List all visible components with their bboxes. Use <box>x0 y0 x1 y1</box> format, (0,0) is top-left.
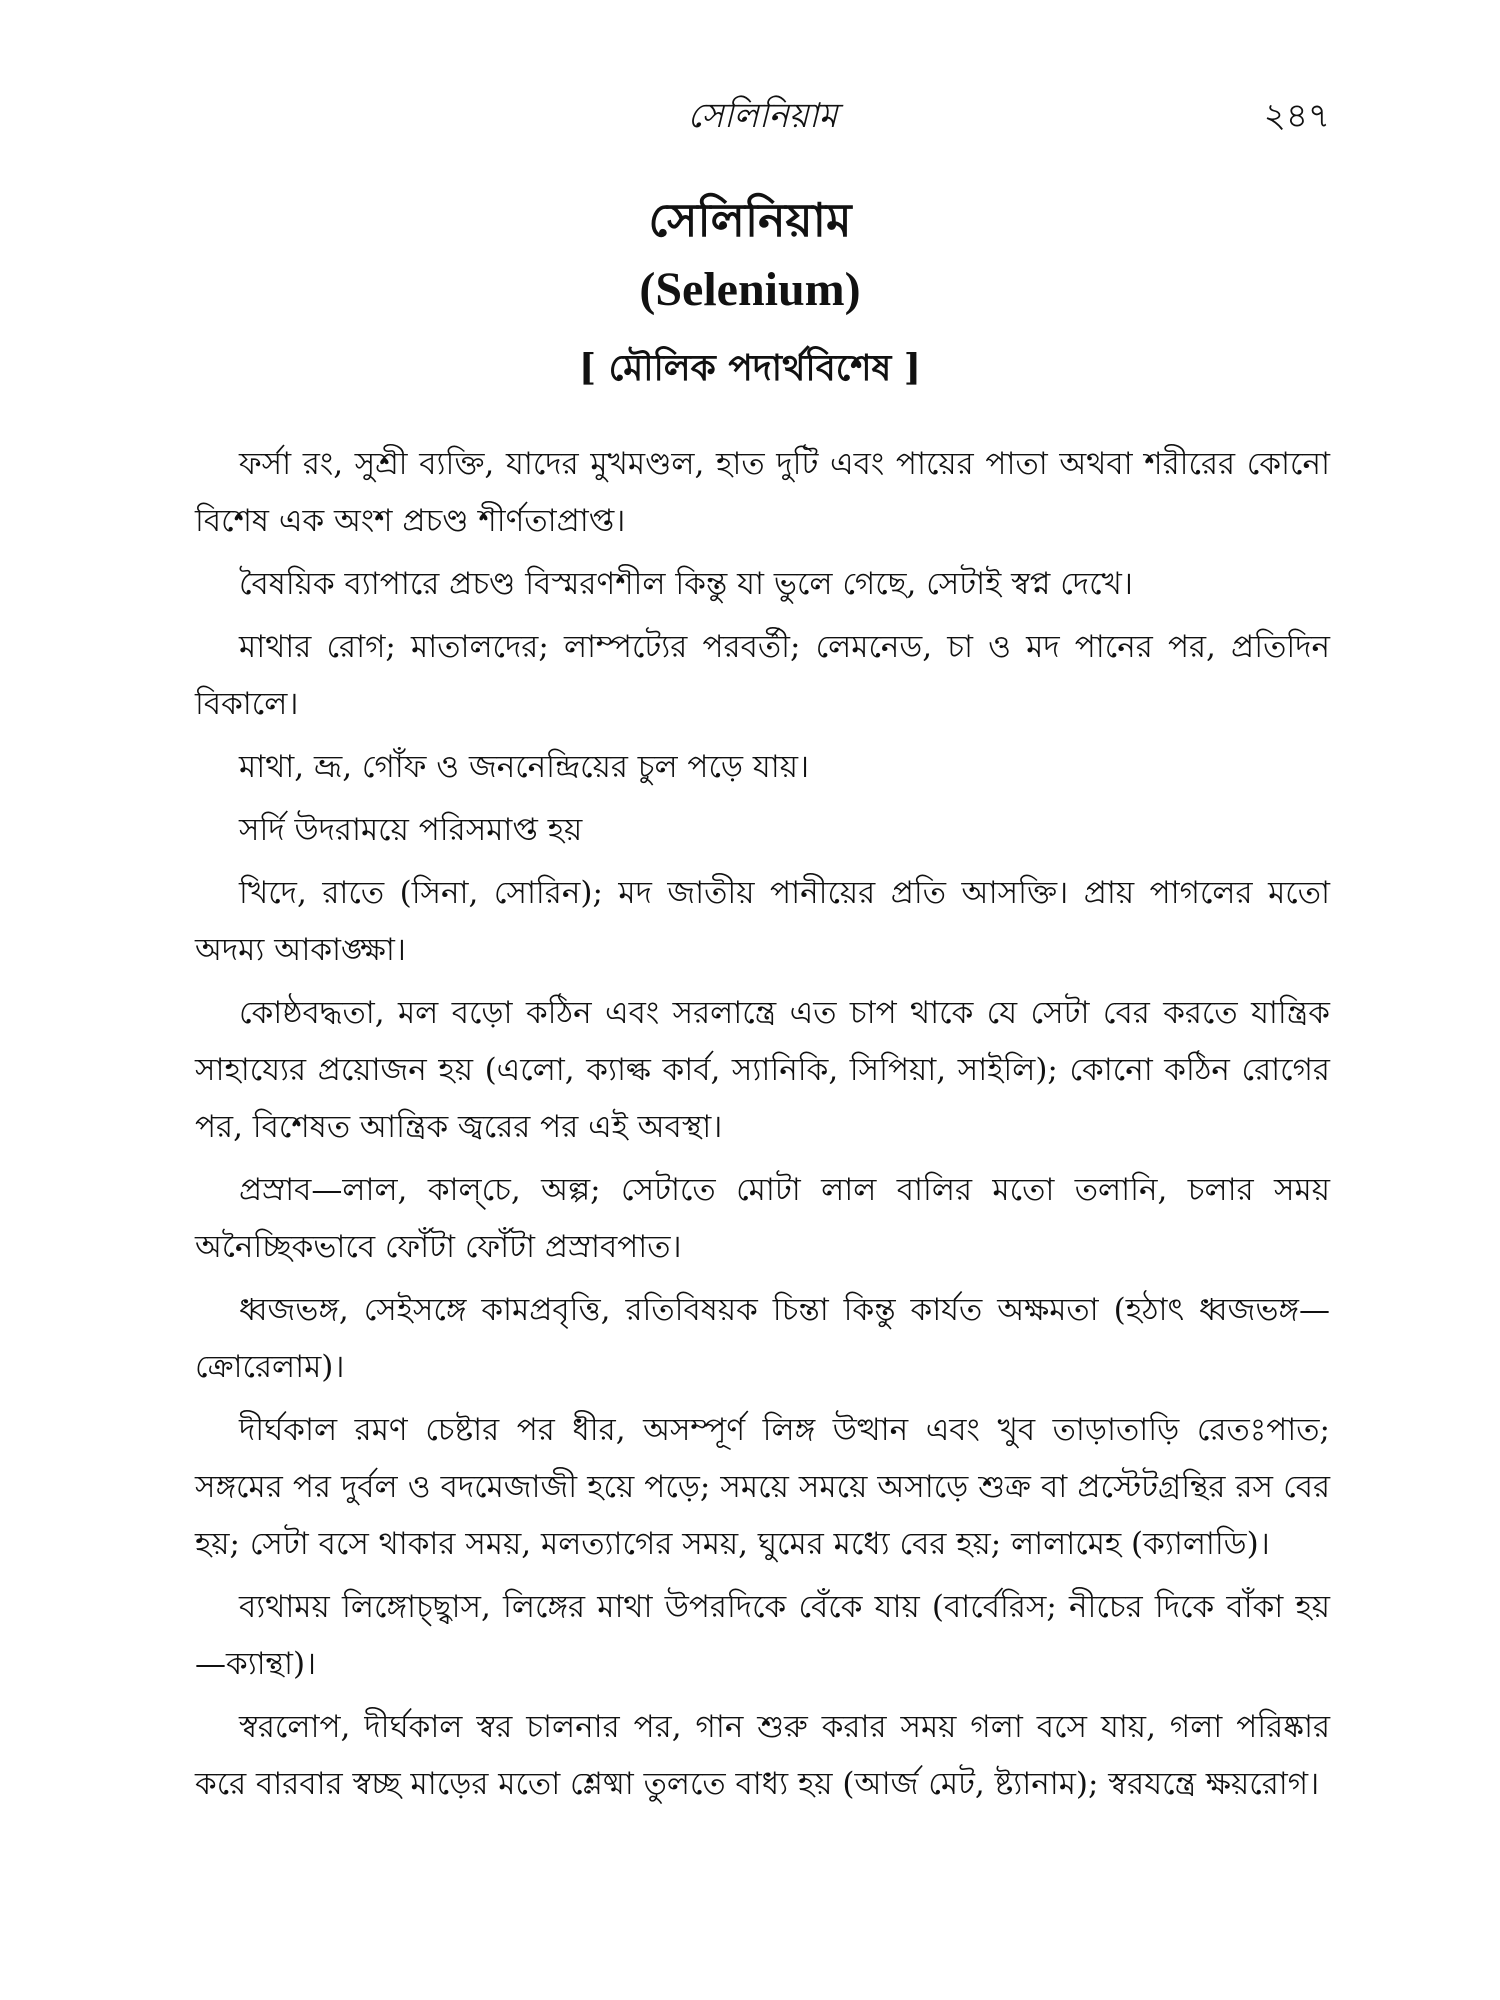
paragraph: মাথা, ভ্রূ, গোঁফ ও জননেন্দ্রিয়ের চুল পড়ে যায়। <box>239 749 810 785</box>
body-text <box>195 436 1330 1819</box>
paragraph: বৈষয়িক ব্যাপারে প্রচণ্ড বিস্মরণশীল কিন্তু যা ভুলে গেছে, সেটাই স্বপ্ন দেখে। <box>239 566 1133 602</box>
running-title: সেলিনিয়াম <box>687 96 838 136</box>
paragraph: মাথার রোগ; মাতালদের; লাম্পট্যের পরবর্তী; লেমনেড, চা ও মদ পানের পর, প্রতিদিন বিকালে। <box>195 629 1330 722</box>
paragraph: স্বরলোপ, দীর্ঘকাল স্বর চালনার পর, গান শুরু করার সময় গলা বসে যায়, গলা পরিষ্কার করে বারবার স্বচ্ছ মাড়ের মতো শ্লেষ্মা তুলতে বাধ্য হয় (আর্জ মেট, ষ্ট্যানাম); স্বরযন্ত্রে ক্ষয়রোগ। <box>195 1709 1330 1802</box>
chapter-title: সেলিনিয়াম <box>648 193 852 247</box>
chapter-subtitle: (Selenium) <box>639 263 861 316</box>
paragraph: সর্দি উদরাময়ে পরিসমাপ্ত হয় <box>239 812 583 848</box>
paragraph: কোষ্ঠবদ্ধতা, মল বড়ো কঠিন এবং সরলান্ত্রে এত চাপ থাকে যে সেটা বের করতে যান্ত্রিক সাহায্যের প্রয়োজন হয় (এলো, ক্যাল্ক কার্ব, স্যানিকি, সিপিয়া, সাইলি); কোনো কঠিন রোগের পর, বিশেষত আন্ত্রিক জ্বরের পর এই অবস্থা। <box>195 995 1330 1145</box>
running-header <box>195 92 1330 140</box>
paragraph: ধ্বজভঙ্গ, সেইসঙ্গে কামপ্রবৃত্তি, রতিবিষয়ক চিন্তা কিন্তু কার্যত অক্ষমতা (হঠাৎ ধ্বজভঙ্গ—ক্রোরেলাম)। <box>195 1292 1330 1385</box>
paragraph: খিদে, রাতে (সিনা, সোরিন); মদ জাতীয় পানীয়ের প্রতি আসক্তি। প্রায় পাগলের মতো অদম্য আকাঙ্ক্ষা। <box>195 875 1330 968</box>
paragraph: প্রস্রাব—লাল, কাল্‌চে, অল্প; সেটাতে মোটা লাল বালির মতো তলানি, চলার সময় অনৈচ্ছিকভাবে ফোঁটা ফোঁটা প্রস্রাবপাত। <box>195 1172 1330 1265</box>
paragraph: দীর্ঘকাল রমণ চেষ্টার পর ধীর, অসম্পূর্ণ লিঙ্গ উত্থান এবং খুব তাড়াতাড়ি রেতঃপাত; সঙ্গমের পর দুর্বল ও বদমেজাজী হয়ে পড়ে; সময়ে সময়ে অসাড়ে শুক্র বা প্রস্টেটগ্রন্থির রস বের হয়; সেটা বসে থাকার সময়, মলত্যাগের সময়, ঘুমের মধ্যে বের হয়; লালামেহ (ক্যালাডি)। <box>195 1412 1330 1562</box>
paragraph: ফর্সা রং, সুশ্রী ব্যক্তি, যাদের মুখমণ্ডল, হাত দুটি এবং পায়ের পাতা অথবা শরীরের কোনো বিশেষ এক অংশ প্রচণ্ড শীর্ণতাপ্রাপ্ত। <box>195 446 1330 539</box>
paragraph: ব্যথাময় লিঙ্গোচ্ছ্বাস, লিঙ্গের মাথা উপরদিকে বেঁকে যায় (বার্বেরিস; নীচের দিকে বাঁকা হয়—ক্যান্থা)। <box>195 1589 1330 1682</box>
chapter-note: [ মৌলিক পদার্থবিশেষ ] <box>579 347 921 389</box>
page-number: ২৪৭ <box>1263 96 1330 136</box>
